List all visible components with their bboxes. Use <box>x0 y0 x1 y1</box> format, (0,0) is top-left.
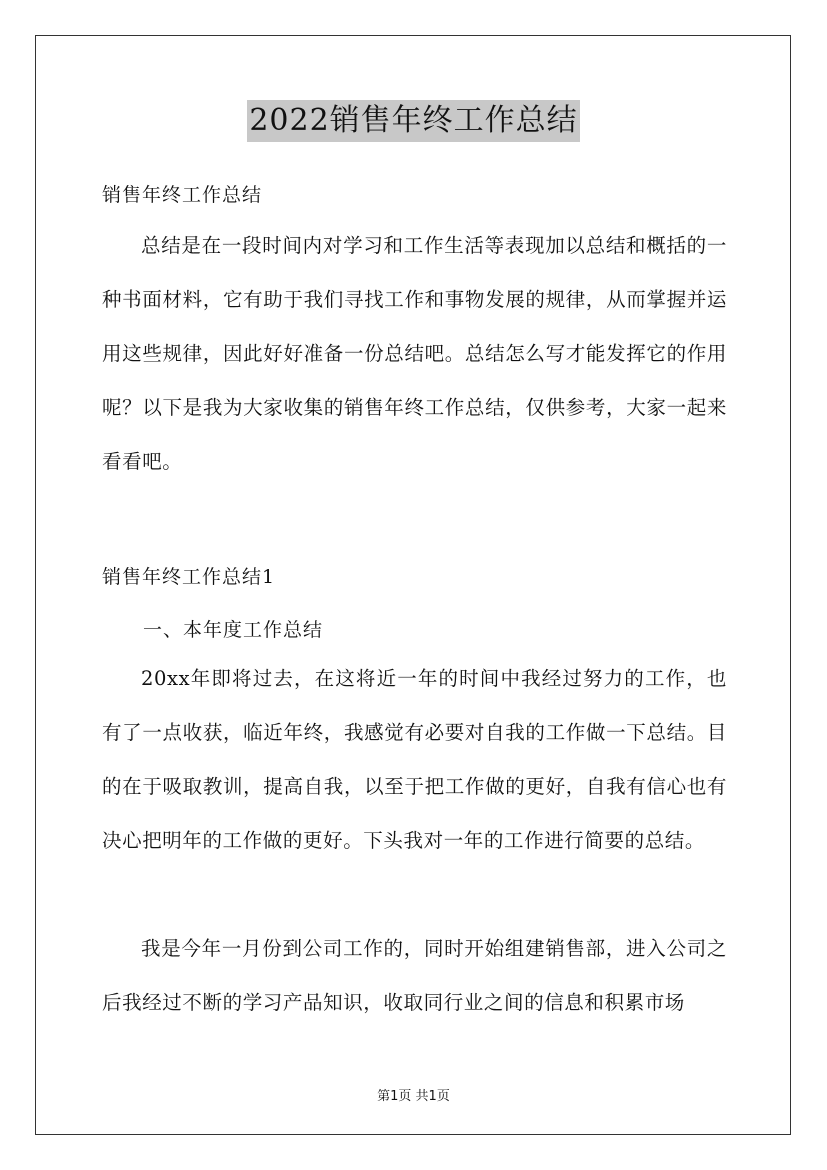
section-title-1: 销售年终工作总结1 <box>102 566 276 588</box>
intro-paragraph: 总结是在一段时间内对学习和工作生活等表现加以总结和概括的一种书面材料，它有助于我们寻找工作和事物发展的规律，从而掌握并运用这些规律，因此好好准备一份总结吧。总结怎么写才能发挥它的作用呢？以下是我为大家收集的销售年终工作总结，仅供参考，大家一起来看看吧。 <box>102 234 727 473</box>
body-paragraph-2: 我是今年一月份到公司工作的，同时开始组建销售部，进入公司之后我经过不断的学习产品知识，收取同行业之间的信息和积累市场 <box>102 937 727 1014</box>
document-title: 2022销售年终工作总结 <box>247 100 579 142</box>
subsection-title-1: 一、本年度工作总结 <box>143 619 324 641</box>
page-footer: 第1页 共1页 <box>377 1089 450 1104</box>
document-heading: 销售年终工作总结 <box>102 184 263 206</box>
document-title-wrap <box>0 100 827 142</box>
body-paragraph-1: 20xx年即将过去，在这将近一年的时间中我经过努力的工作，也有了一点收获，临近年终，我感觉有必要对自我的工作做一下总结。目的在于吸取教训，提高自我，以至于把工作做的更好，自我有信心也有决心把明年的工作做的更好。下头我对一年的工作进行简要的总结。 <box>102 667 727 852</box>
